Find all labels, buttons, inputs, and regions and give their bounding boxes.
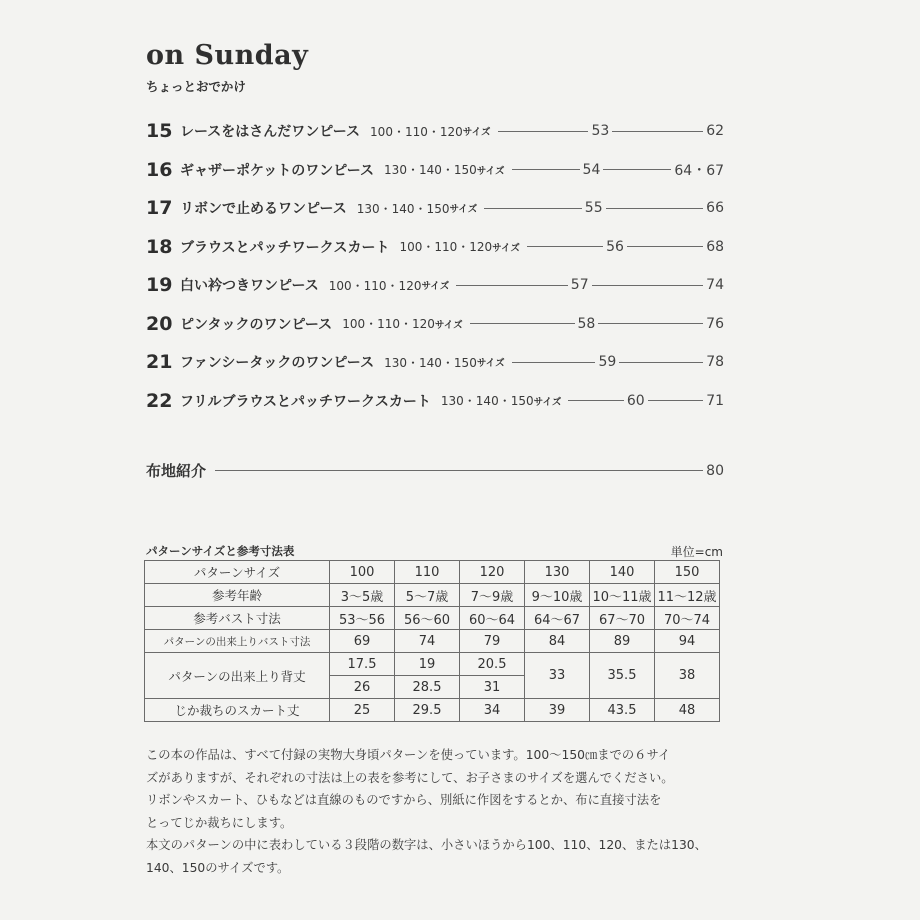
table-cell: 34 bbox=[460, 699, 525, 722]
entry-page-photo: 62 bbox=[706, 123, 725, 140]
table-row bbox=[145, 653, 720, 676]
size-table-title: パターンサイズと参考寸法表 bbox=[146, 544, 295, 558]
header-cell: 100 bbox=[330, 561, 395, 584]
entry-page-instructions: 58 bbox=[577, 315, 596, 332]
table-row bbox=[145, 699, 720, 722]
entry-number: 15 bbox=[146, 120, 173, 143]
toc-entry-21 bbox=[146, 343, 724, 382]
entry-sizes-suffix: サイズ bbox=[492, 242, 520, 254]
table-cell: 25 bbox=[330, 699, 395, 722]
section-title: on Sunday bbox=[146, 40, 309, 71]
leader-line bbox=[603, 169, 671, 170]
table-cell: 53～56 bbox=[330, 607, 395, 630]
entry-sizes-suffix: サイズ bbox=[476, 165, 505, 177]
fabric-label: 布地紹介 bbox=[146, 462, 207, 480]
notes-line: とってじか裁ちにします。 bbox=[146, 815, 293, 830]
leader-line bbox=[498, 131, 589, 132]
leader-line bbox=[592, 285, 704, 286]
table-cell: 29.5 bbox=[395, 699, 460, 722]
size-table bbox=[144, 560, 720, 722]
entry-page-photo: 76 bbox=[706, 315, 724, 332]
header-cell: 110 bbox=[395, 561, 460, 584]
entry-sizes-suffix: サイズ bbox=[533, 396, 562, 408]
entry-sizes: 130・140・150 bbox=[384, 355, 477, 370]
table-cell: 20.5 bbox=[460, 653, 525, 676]
entry-page-instructions: 60 bbox=[626, 392, 645, 409]
notes-line: この本の作品は、すべて付録の実物大身頃パターンを使っています。100～150㎝までの６サイ bbox=[146, 748, 671, 762]
entry-sizes-suffix: サイズ bbox=[476, 358, 505, 370]
table-cell: 38 bbox=[655, 653, 720, 699]
table-cell: 7～9歳 bbox=[460, 584, 525, 607]
table-cell: 39 bbox=[525, 699, 590, 722]
toc-entry-18 bbox=[146, 228, 724, 267]
table-cell: 17.5 bbox=[330, 653, 395, 676]
leader-line bbox=[606, 208, 704, 209]
entry-name: ギャザーポケットのワンピース bbox=[180, 162, 375, 179]
table-cell: 11～12歳 bbox=[655, 584, 720, 607]
entry-name: ピンタックのワンピース bbox=[180, 316, 333, 333]
leader-line bbox=[627, 246, 703, 247]
header-cell: 130 bbox=[525, 561, 590, 584]
entry-name: レースをはさんだワンピース bbox=[180, 124, 361, 141]
table-cell: 64～67 bbox=[525, 607, 590, 630]
entry-page-instructions: 54 bbox=[582, 161, 601, 178]
entry-name: ファンシータックのワンピース bbox=[180, 355, 375, 372]
table-row bbox=[145, 561, 720, 584]
entry-number: 21 bbox=[146, 351, 173, 374]
toc-entry-17 bbox=[146, 189, 724, 228]
entry-page-instructions: 57 bbox=[570, 277, 589, 294]
table-row bbox=[145, 607, 720, 630]
leader-line bbox=[612, 131, 703, 132]
toc-entry-fabric bbox=[146, 460, 724, 481]
notes-line: 本文のパターンの中に表わしている３段階の数字は、小さいほうから100、110、120、または130、 bbox=[146, 838, 707, 852]
entry-number: 18 bbox=[146, 235, 173, 258]
table-cell: 10～11歳 bbox=[590, 584, 655, 607]
table-cell: 43.5 bbox=[590, 699, 655, 722]
row-label: 参考バスト寸法 bbox=[145, 607, 330, 630]
entry-sizes: 100・110・120 bbox=[370, 124, 463, 139]
entry-number: 16 bbox=[146, 158, 173, 181]
table-cell: 94 bbox=[655, 630, 720, 653]
entry-sizes: 130・140・150 bbox=[384, 163, 477, 178]
table-cell: 84 bbox=[525, 630, 590, 653]
entry-name: 白い衿つきワンピース bbox=[180, 278, 319, 295]
row-label: じか裁ちのスカート丈 bbox=[145, 699, 330, 722]
entry-page-instructions: 55 bbox=[584, 200, 603, 217]
leader-line bbox=[619, 362, 703, 363]
header-cell: 120 bbox=[460, 561, 525, 584]
notes-line: ズがありますが、それぞれの寸法は上の表を参考にして、お子さまのサイズを選んでください。 bbox=[146, 770, 674, 785]
entry-page-photo: 74 bbox=[706, 277, 724, 294]
table-cell: 9～10歳 bbox=[525, 584, 590, 607]
entry-sizes: 130・140・150 bbox=[356, 201, 450, 216]
entry-sizes: 100・110・120 bbox=[399, 240, 493, 255]
table-of-contents bbox=[146, 112, 724, 420]
table-cell: 69 bbox=[330, 630, 395, 653]
header-cell: パターンサイズ bbox=[145, 561, 330, 584]
leader-line bbox=[484, 208, 582, 209]
leader-line bbox=[648, 400, 704, 401]
fabric-page: 80 bbox=[706, 462, 724, 479]
leader-line bbox=[512, 169, 580, 170]
header-cell: 150 bbox=[655, 561, 720, 584]
entry-page-instructions: 59 bbox=[598, 354, 617, 371]
leader-line bbox=[215, 470, 703, 471]
entry-sizes: 100・110・120 bbox=[328, 278, 422, 293]
table-cell: 19 bbox=[395, 653, 460, 676]
toc-entry-19 bbox=[146, 266, 724, 305]
entry-sizes: 100・110・120 bbox=[342, 317, 435, 332]
notes-paragraph bbox=[146, 744, 746, 879]
leader-line bbox=[568, 400, 624, 401]
table-row bbox=[145, 630, 720, 653]
entry-number: 17 bbox=[146, 197, 173, 220]
entry-sizes-suffix: サイズ bbox=[449, 204, 478, 216]
table-cell: 26 bbox=[330, 676, 395, 699]
table-cell: 48 bbox=[655, 699, 720, 722]
table-cell: 67～70 bbox=[590, 607, 655, 630]
table-cell: 74 bbox=[395, 630, 460, 653]
entry-name: リボンで止めるワンピース bbox=[180, 201, 347, 218]
notes-line: 140、150のサイズです。 bbox=[146, 860, 290, 875]
entry-name: フリルブラウスとパッチワークスカート bbox=[180, 393, 431, 410]
table-cell: 3～5歳 bbox=[330, 584, 395, 607]
leader-line bbox=[512, 362, 596, 363]
leader-line bbox=[598, 323, 703, 324]
entry-sizes: 130・140・150 bbox=[440, 394, 534, 409]
toc-entry-16 bbox=[146, 151, 724, 190]
table-cell: 35.5 bbox=[590, 653, 655, 699]
toc-entry-22 bbox=[146, 382, 724, 421]
table-cell: 56～60 bbox=[395, 607, 460, 630]
entry-sizes-suffix: サイズ bbox=[462, 127, 491, 139]
row-label: 参考年齢 bbox=[145, 584, 330, 607]
table-cell: 79 bbox=[460, 630, 525, 653]
table-cell: 5～7歳 bbox=[395, 584, 460, 607]
toc-entry-15 bbox=[146, 112, 724, 151]
entry-page-instructions: 53 bbox=[591, 123, 610, 140]
leader-line bbox=[456, 285, 568, 286]
entry-number: 19 bbox=[146, 274, 173, 297]
entry-page-photo: 78 bbox=[706, 354, 725, 371]
notes-line: リボンやスカート、ひもなどは直線のものですから、別紙に作図をするとか、布に直接寸法を bbox=[146, 793, 662, 807]
table-cell: 31 bbox=[460, 676, 525, 699]
entry-page-photo: 66 bbox=[706, 200, 724, 217]
toc-entry-20 bbox=[146, 305, 724, 344]
entry-number: 22 bbox=[146, 389, 173, 412]
leader-line bbox=[470, 323, 575, 324]
table-row bbox=[145, 584, 720, 607]
table-cell: 70～74 bbox=[655, 607, 720, 630]
entry-page-photo: 71 bbox=[706, 392, 725, 409]
section-subtitle: ちょっとおでかけ bbox=[146, 79, 246, 94]
size-table-unit: 単位=cm bbox=[670, 545, 723, 559]
entry-page-photo: 68 bbox=[706, 238, 725, 255]
leader-line bbox=[527, 246, 603, 247]
row-label: パターンの出来上りバスト寸法 bbox=[145, 630, 330, 653]
table-cell: 28.5 bbox=[395, 676, 460, 699]
entry-name: ブラウスとパッチワークスカート bbox=[180, 239, 390, 256]
table-cell: 60～64 bbox=[460, 607, 525, 630]
table-cell: 89 bbox=[590, 630, 655, 653]
header-cell: 140 bbox=[590, 561, 655, 584]
entry-page-instructions: 56 bbox=[606, 238, 624, 255]
entry-sizes-suffix: サイズ bbox=[421, 281, 450, 293]
entry-sizes-suffix: サイズ bbox=[434, 319, 463, 331]
table-cell: 33 bbox=[525, 653, 590, 699]
entry-number: 20 bbox=[146, 312, 173, 335]
entry-page-photo: 64・67 bbox=[674, 162, 725, 179]
row-label: パターンの出来上り背丈 bbox=[145, 653, 330, 699]
